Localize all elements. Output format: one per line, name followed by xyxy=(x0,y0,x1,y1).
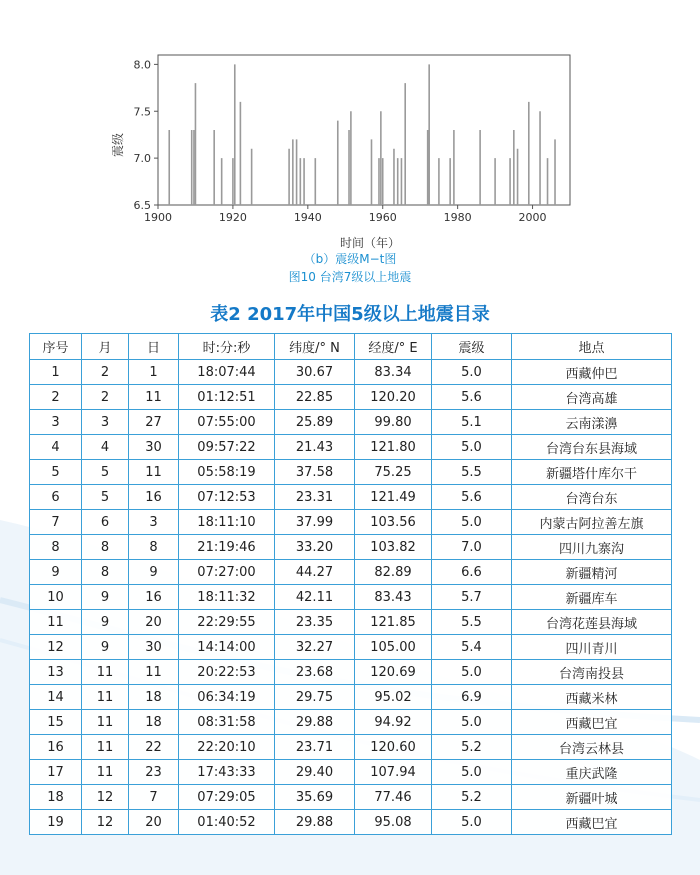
cell-day: 11 xyxy=(129,385,179,410)
cell-magnitude: 5.6 xyxy=(432,485,512,510)
cell-month: 12 xyxy=(82,810,129,835)
cell-month: 9 xyxy=(82,610,129,635)
x-tick-label: 1920 xyxy=(218,211,247,224)
table-row xyxy=(30,635,672,660)
cell-day: 18 xyxy=(129,710,179,735)
y-tick-label: 6.5 xyxy=(133,199,151,212)
cell-time: 21:19:46 xyxy=(179,535,275,560)
table-row xyxy=(30,485,672,510)
cell-month: 11 xyxy=(82,685,129,710)
cell-latitude: 21.43 xyxy=(275,435,355,460)
cell-time: 07:55:00 xyxy=(179,410,275,435)
table-row xyxy=(30,460,672,485)
cell-day: 18 xyxy=(129,685,179,710)
cell-longitude: 121.49 xyxy=(355,485,432,510)
header-longitude: 经度/° E xyxy=(355,334,432,360)
cell-latitude: 29.88 xyxy=(275,710,355,735)
cell-time: 22:20:10 xyxy=(179,735,275,760)
cell-location: 新疆塔什库尔干 xyxy=(512,460,672,485)
cell-index: 18 xyxy=(30,785,82,810)
cell-time: 01:12:51 xyxy=(179,385,275,410)
cell-month: 11 xyxy=(82,760,129,785)
magnitude-time-chart xyxy=(100,40,580,250)
cell-location: 云南漾濞 xyxy=(512,410,672,435)
cell-magnitude: 6.9 xyxy=(432,685,512,710)
cell-month: 12 xyxy=(82,785,129,810)
cell-time: 08:31:58 xyxy=(179,710,275,735)
cell-day: 7 xyxy=(129,785,179,810)
cell-longitude: 120.20 xyxy=(355,385,432,410)
cell-location: 台湾云林县 xyxy=(512,735,672,760)
cell-month: 8 xyxy=(82,560,129,585)
cell-day: 16 xyxy=(129,585,179,610)
cell-longitude: 103.82 xyxy=(355,535,432,560)
cell-longitude: 99.80 xyxy=(355,410,432,435)
x-tick-label: 2000 xyxy=(518,211,547,224)
cell-location: 西藏巴宜 xyxy=(512,810,672,835)
cell-latitude: 29.75 xyxy=(275,685,355,710)
cell-day: 20 xyxy=(129,610,179,635)
table-title: 表2 2017年中国5级以上地震目录 xyxy=(210,304,490,325)
cell-longitude: 121.85 xyxy=(355,610,432,635)
cell-day: 1 xyxy=(129,360,179,385)
cell-location: 西藏米林 xyxy=(512,685,672,710)
cell-longitude: 120.60 xyxy=(355,735,432,760)
cell-time: 06:34:19 xyxy=(179,685,275,710)
cell-day: 8 xyxy=(129,535,179,560)
table-row xyxy=(30,435,672,460)
cell-location: 西藏仲巴 xyxy=(512,360,672,385)
cell-magnitude: 7.0 xyxy=(432,535,512,560)
cell-location: 台湾花莲县海域 xyxy=(512,610,672,635)
cell-location: 新疆叶城 xyxy=(512,785,672,810)
cell-location: 台湾高雄 xyxy=(512,385,672,410)
cell-magnitude: 5.5 xyxy=(432,460,512,485)
cell-longitude: 103.56 xyxy=(355,510,432,535)
cell-day: 20 xyxy=(129,810,179,835)
cell-day: 30 xyxy=(129,435,179,460)
table-row xyxy=(30,710,672,735)
cell-longitude: 121.80 xyxy=(355,435,432,460)
cell-location: 新疆库车 xyxy=(512,585,672,610)
cell-day: 11 xyxy=(129,660,179,685)
cell-index: 5 xyxy=(30,460,82,485)
cell-index: 10 xyxy=(30,585,82,610)
cell-index: 3 xyxy=(30,410,82,435)
cell-longitude: 82.89 xyxy=(355,560,432,585)
table-row xyxy=(30,385,672,410)
header-month: 月 xyxy=(82,334,129,360)
header-day: 日 xyxy=(129,334,179,360)
cell-location: 台湾南投县 xyxy=(512,660,672,685)
x-tick-label: 1960 xyxy=(368,211,397,224)
cell-longitude: 75.25 xyxy=(355,460,432,485)
x-tick-label: 1940 xyxy=(293,211,322,224)
cell-month: 8 xyxy=(82,535,129,560)
cell-month: 2 xyxy=(82,385,129,410)
cell-index: 9 xyxy=(30,560,82,585)
cell-magnitude: 5.2 xyxy=(432,735,512,760)
cell-month: 4 xyxy=(82,435,129,460)
cell-time: 07:27:00 xyxy=(179,560,275,585)
cell-latitude: 35.69 xyxy=(275,785,355,810)
cell-month: 11 xyxy=(82,735,129,760)
cell-time: 05:58:19 xyxy=(179,460,275,485)
cell-latitude: 32.27 xyxy=(275,635,355,660)
table-row xyxy=(30,610,672,635)
cell-day: 3 xyxy=(129,510,179,535)
cell-location: 台湾台东 xyxy=(512,485,672,510)
cell-latitude: 29.40 xyxy=(275,760,355,785)
cell-magnitude: 5.0 xyxy=(432,710,512,735)
cell-magnitude: 5.0 xyxy=(432,360,512,385)
cell-longitude: 107.94 xyxy=(355,760,432,785)
table-row xyxy=(30,360,672,385)
cell-index: 1 xyxy=(30,360,82,385)
cell-magnitude: 5.4 xyxy=(432,635,512,660)
cell-magnitude: 5.0 xyxy=(432,435,512,460)
cell-latitude: 37.99 xyxy=(275,510,355,535)
cell-longitude: 95.08 xyxy=(355,810,432,835)
cell-magnitude: 6.6 xyxy=(432,560,512,585)
cell-magnitude: 5.0 xyxy=(432,810,512,835)
cell-day: 30 xyxy=(129,635,179,660)
cell-magnitude: 5.0 xyxy=(432,510,512,535)
header-magnitude: 震级 xyxy=(432,334,512,360)
x-tick-label: 1980 xyxy=(443,211,472,224)
cell-longitude: 105.00 xyxy=(355,635,432,660)
table-row xyxy=(30,535,672,560)
cell-month: 11 xyxy=(82,710,129,735)
cell-month: 3 xyxy=(82,410,129,435)
cell-longitude: 94.92 xyxy=(355,710,432,735)
cell-month: 5 xyxy=(82,460,129,485)
cell-month: 5 xyxy=(82,485,129,510)
cell-index: 13 xyxy=(30,660,82,685)
cell-day: 22 xyxy=(129,735,179,760)
cell-location: 四川九寨沟 xyxy=(512,535,672,560)
cell-day: 9 xyxy=(129,560,179,585)
cell-latitude: 25.89 xyxy=(275,410,355,435)
cell-time: 18:11:10 xyxy=(179,510,275,535)
cell-latitude: 23.68 xyxy=(275,660,355,685)
cell-index: 19 xyxy=(30,810,82,835)
y-tick-label: 8.0 xyxy=(133,58,151,72)
header-location: 地点 xyxy=(512,334,672,360)
cell-magnitude: 5.0 xyxy=(432,760,512,785)
cell-month: 2 xyxy=(82,360,129,385)
cell-month: 9 xyxy=(82,635,129,660)
cell-latitude: 44.27 xyxy=(275,560,355,585)
cell-day: 16 xyxy=(129,485,179,510)
cell-time: 20:22:53 xyxy=(179,660,275,685)
plot-frame xyxy=(158,55,570,205)
table-row xyxy=(30,685,672,710)
cell-time: 14:14:00 xyxy=(179,635,275,660)
cell-latitude: 42.11 xyxy=(275,585,355,610)
cell-location: 台湾台东县海域 xyxy=(512,435,672,460)
cell-index: 11 xyxy=(30,610,82,635)
cell-longitude: 95.02 xyxy=(355,685,432,710)
cell-index: 15 xyxy=(30,710,82,735)
table-row xyxy=(30,560,672,585)
cell-magnitude: 5.7 xyxy=(432,585,512,610)
table-row xyxy=(30,760,672,785)
y-tick-label: 7.5 xyxy=(133,105,151,119)
cell-location: 重庆武隆 xyxy=(512,760,672,785)
cell-day: 11 xyxy=(129,460,179,485)
cell-latitude: 23.71 xyxy=(275,735,355,760)
cell-index: 7 xyxy=(30,510,82,535)
cell-index: 6 xyxy=(30,485,82,510)
cell-index: 4 xyxy=(30,435,82,460)
x-axis-label: 时间（年） xyxy=(339,236,401,250)
cell-time: 07:29:05 xyxy=(179,785,275,810)
cell-index: 8 xyxy=(30,535,82,560)
cell-latitude: 30.67 xyxy=(275,360,355,385)
cell-month: 6 xyxy=(82,510,129,535)
cell-location: 新疆精河 xyxy=(512,560,672,585)
cell-latitude: 22.85 xyxy=(275,385,355,410)
cell-time: 18:11:32 xyxy=(179,585,275,610)
figure-caption: 图10 台湾7级以上地震 xyxy=(288,270,412,284)
cell-day: 23 xyxy=(129,760,179,785)
cell-time: 22:29:55 xyxy=(179,610,275,635)
cell-longitude: 77.46 xyxy=(355,785,432,810)
cell-longitude: 120.69 xyxy=(355,660,432,685)
cell-latitude: 33.20 xyxy=(275,535,355,560)
cell-longitude: 83.43 xyxy=(355,585,432,610)
earthquake-catalog-table xyxy=(29,333,672,835)
table-row xyxy=(30,660,672,685)
y-tick-label: 7.0 xyxy=(133,152,151,166)
cell-latitude: 23.35 xyxy=(275,610,355,635)
cell-index: 12 xyxy=(30,635,82,660)
header-latitude: 纬度/° N xyxy=(275,334,355,360)
cell-index: 14 xyxy=(30,685,82,710)
table-row xyxy=(30,585,672,610)
cell-magnitude: 5.0 xyxy=(432,660,512,685)
cell-index: 2 xyxy=(30,385,82,410)
cell-index: 16 xyxy=(30,735,82,760)
table-header-row xyxy=(30,334,672,360)
cell-time: 17:43:33 xyxy=(179,760,275,785)
cell-magnitude: 5.2 xyxy=(432,785,512,810)
cell-time: 07:12:53 xyxy=(179,485,275,510)
y-axis-label: 震级 xyxy=(111,132,125,158)
cell-latitude: 29.88 xyxy=(275,810,355,835)
cell-time: 01:40:52 xyxy=(179,810,275,835)
cell-index: 17 xyxy=(30,760,82,785)
table-row xyxy=(30,510,672,535)
cell-magnitude: 5.5 xyxy=(432,610,512,635)
header-index: 序号 xyxy=(30,334,82,360)
cell-location: 四川青川 xyxy=(512,635,672,660)
x-tick-label: 1900 xyxy=(144,211,172,224)
cell-location: 内蒙古阿拉善左旗 xyxy=(512,510,672,535)
cell-magnitude: 5.1 xyxy=(432,410,512,435)
table-row xyxy=(30,785,672,810)
cell-day: 27 xyxy=(129,410,179,435)
header-time: 时:分:秒 xyxy=(179,334,275,360)
cell-magnitude: 5.6 xyxy=(432,385,512,410)
cell-longitude: 83.34 xyxy=(355,360,432,385)
cell-latitude: 23.31 xyxy=(275,485,355,510)
cell-time: 09:57:22 xyxy=(179,435,275,460)
cell-time: 18:07:44 xyxy=(179,360,275,385)
cell-location: 西藏巴宜 xyxy=(512,710,672,735)
cell-month: 9 xyxy=(82,585,129,610)
table-row xyxy=(30,810,672,835)
table-row xyxy=(30,410,672,435)
cell-month: 11 xyxy=(82,660,129,685)
chart-subcaption: （b）震级M−t图 xyxy=(303,252,397,266)
table-row xyxy=(30,735,672,760)
cell-latitude: 37.58 xyxy=(275,460,355,485)
